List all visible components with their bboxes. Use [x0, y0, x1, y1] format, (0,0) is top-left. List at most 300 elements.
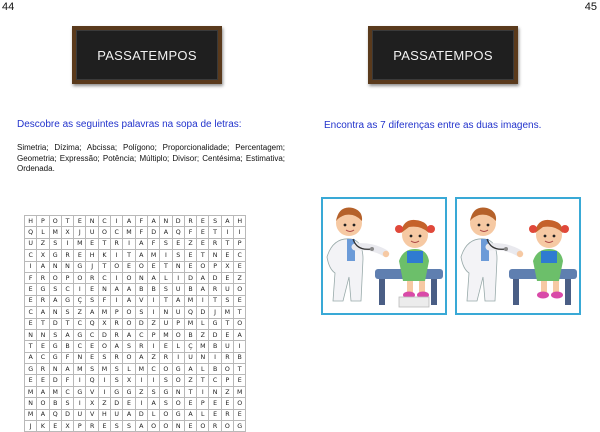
- grid-cell: F: [147, 238, 159, 249]
- grid-cell: U: [25, 238, 37, 249]
- grid-cell: O: [221, 421, 233, 432]
- grid-cell: O: [234, 284, 246, 295]
- grid-cell: D: [49, 318, 61, 329]
- grid-cell: G: [74, 386, 86, 397]
- grid-cell: A: [111, 284, 123, 295]
- grid-cell: Z: [147, 352, 159, 363]
- grid-cell: O: [123, 318, 135, 329]
- grid-cell: E: [184, 421, 196, 432]
- grid-cell: D: [98, 329, 110, 340]
- grid-cell: M: [197, 341, 209, 352]
- grid-cell: R: [221, 352, 233, 363]
- grid-cell: N: [61, 261, 73, 272]
- word-search-instruction: Descobre as seguintes palavras na sopa de letras:: [17, 119, 242, 130]
- grid-cell: E: [184, 398, 196, 409]
- grid-cell: I: [111, 295, 123, 306]
- grid-cell: I: [209, 352, 221, 363]
- grid-cell: I: [160, 250, 172, 261]
- grid-cell: Q: [172, 227, 184, 238]
- grid-cell: G: [25, 364, 37, 375]
- grid-cell: A: [123, 409, 135, 420]
- grid-cell: S: [123, 341, 135, 352]
- grid-row: [25, 272, 246, 283]
- grid-cell: L: [147, 409, 159, 420]
- grid-cell: X: [61, 227, 73, 238]
- grid-cell: N: [98, 284, 110, 295]
- grid-cell: E: [25, 284, 37, 295]
- grid-cell: I: [98, 375, 110, 386]
- grid-cell: N: [49, 307, 61, 318]
- grid-cell: S: [172, 250, 184, 261]
- grid-cell: I: [98, 386, 110, 397]
- grid-cell: E: [25, 318, 37, 329]
- grid-cell: N: [25, 329, 37, 340]
- grid-cell: A: [86, 307, 98, 318]
- grid-cell: Q: [86, 318, 98, 329]
- grid-cell: I: [135, 375, 147, 386]
- grid-cell: Z: [98, 398, 110, 409]
- grid-cell: O: [197, 421, 209, 432]
- grid-cell: I: [147, 341, 159, 352]
- grid-row: [25, 250, 246, 261]
- grid-cell: F: [25, 272, 37, 283]
- grid-cell: L: [160, 272, 172, 283]
- grid-cell: R: [37, 364, 49, 375]
- grid-row: [25, 227, 246, 238]
- grid-cell: U: [221, 341, 233, 352]
- grid-row: [25, 364, 246, 375]
- grid-cell: R: [221, 409, 233, 420]
- grid-cell: L: [123, 364, 135, 375]
- grid-cell: J: [86, 261, 98, 272]
- grid-cell: T: [197, 375, 209, 386]
- grid-cell: G: [49, 250, 61, 261]
- grid-cell: G: [123, 386, 135, 397]
- grid-cell: X: [37, 250, 49, 261]
- grid-cell: I: [197, 386, 209, 397]
- grid-cell: Z: [184, 375, 196, 386]
- grid-cell: T: [123, 250, 135, 261]
- grid-cell: A: [61, 364, 73, 375]
- grid-cell: C: [209, 375, 221, 386]
- grid-cell: H: [25, 216, 37, 227]
- grid-cell: M: [98, 307, 110, 318]
- grid-cell: D: [172, 216, 184, 227]
- grid-cell: A: [147, 398, 159, 409]
- grid-cell: P: [37, 216, 49, 227]
- chalkboard-title-left: [72, 26, 222, 84]
- grid-cell: S: [86, 295, 98, 306]
- grid-cell: I: [25, 261, 37, 272]
- grid-cell: Z: [74, 307, 86, 318]
- grid-cell: I: [234, 227, 246, 238]
- grid-row: [25, 398, 246, 409]
- grid-cell: S: [49, 284, 61, 295]
- grid-row: [25, 261, 246, 272]
- grid-cell: X: [123, 375, 135, 386]
- grid-cell: T: [160, 261, 172, 272]
- grid-cell: E: [123, 398, 135, 409]
- grid-cell: R: [86, 272, 98, 283]
- grid-cell: E: [234, 409, 246, 420]
- grid-cell: Q: [86, 375, 98, 386]
- grid-cell: T: [234, 307, 246, 318]
- grid-cell: F: [135, 216, 147, 227]
- grid-row: [25, 341, 246, 352]
- grid-cell: E: [37, 341, 49, 352]
- grid-cell: G: [74, 261, 86, 272]
- grid-cell: E: [184, 261, 196, 272]
- grid-cell: T: [61, 216, 73, 227]
- grid-cell: O: [160, 421, 172, 432]
- grid-cell: L: [172, 341, 184, 352]
- grid-cell: C: [25, 250, 37, 261]
- grid-cell: B: [209, 364, 221, 375]
- grid-cell: C: [25, 307, 37, 318]
- grid-cell: E: [123, 261, 135, 272]
- grid-cell: O: [49, 216, 61, 227]
- grid-cell: S: [160, 375, 172, 386]
- grid-cell: S: [160, 284, 172, 295]
- doctor-scene-picture-left: [321, 197, 447, 315]
- grid-cell: E: [37, 375, 49, 386]
- grid-row: [25, 307, 246, 318]
- grid-cell: T: [209, 295, 221, 306]
- grid-cell: J: [25, 421, 37, 432]
- grid-cell: N: [74, 352, 86, 363]
- grid-cell: O: [160, 364, 172, 375]
- grid-cell: E: [221, 250, 233, 261]
- grid-cell: B: [49, 398, 61, 409]
- grid-cell: U: [160, 318, 172, 329]
- grid-cell: D: [61, 409, 73, 420]
- grid-cell: R: [111, 329, 123, 340]
- grid-row: [25, 238, 246, 249]
- grid-cell: R: [61, 250, 73, 261]
- grid-cell: R: [209, 421, 221, 432]
- grid-cell: B: [61, 341, 73, 352]
- grid-row: [25, 295, 246, 306]
- grid-cell: T: [37, 318, 49, 329]
- grid-cell: C: [86, 329, 98, 340]
- grid-cell: M: [49, 227, 61, 238]
- grid-cell: D: [147, 227, 159, 238]
- grid-cell: C: [37, 352, 49, 363]
- grid-cell: G: [61, 295, 73, 306]
- grid-cell: C: [98, 272, 110, 283]
- grid-cell: C: [74, 341, 86, 352]
- grid-cell: M: [74, 364, 86, 375]
- grid-cell: O: [147, 421, 159, 432]
- grid-cell: R: [111, 238, 123, 249]
- grid-cell: H: [86, 250, 98, 261]
- grid-cell: P: [74, 421, 86, 432]
- grid-cell: T: [234, 364, 246, 375]
- grid-cell: O: [172, 329, 184, 340]
- grid-cell: E: [184, 250, 196, 261]
- grid-cell: F: [61, 375, 73, 386]
- grid-row: [25, 386, 246, 397]
- grid-cell: A: [184, 409, 196, 420]
- grid-cell: T: [221, 318, 233, 329]
- grid-cell: D: [209, 272, 221, 283]
- grid-cell: S: [49, 238, 61, 249]
- grid-cell: E: [98, 421, 110, 432]
- grid-cell: M: [25, 386, 37, 397]
- grid-cell: H: [234, 216, 246, 227]
- grid-cell: I: [172, 272, 184, 283]
- grid-cell: A: [61, 329, 73, 340]
- grid-cell: O: [221, 364, 233, 375]
- grid-cell: S: [61, 307, 73, 318]
- grid-cell: E: [234, 375, 246, 386]
- grid-cell: X: [221, 261, 233, 272]
- grid-cell: L: [197, 409, 209, 420]
- grid-cell: O: [172, 398, 184, 409]
- grid-cell: T: [160, 295, 172, 306]
- grid-cell: I: [147, 307, 159, 318]
- grid-cell: E: [172, 238, 184, 249]
- grid-cell: U: [172, 284, 184, 295]
- grid-cell: S: [160, 398, 172, 409]
- grid-cell: R: [37, 272, 49, 283]
- grid-cell: S: [49, 329, 61, 340]
- page-number-right: 45: [584, 1, 597, 13]
- grid-row: [25, 352, 246, 363]
- grid-cell: A: [49, 295, 61, 306]
- grid-cell: G: [209, 318, 221, 329]
- grid-cell: D: [184, 272, 196, 283]
- grid-cell: O: [123, 272, 135, 283]
- grid-cell: M: [98, 364, 110, 375]
- grid-cell: X: [98, 318, 110, 329]
- grid-cell: V: [86, 386, 98, 397]
- grid-cell: C: [111, 227, 123, 238]
- grid-cell: Z: [221, 386, 233, 397]
- grid-cell: I: [147, 295, 159, 306]
- grid-cell: P: [197, 398, 209, 409]
- grid-cell: O: [49, 272, 61, 283]
- grid-cell: G: [37, 284, 49, 295]
- grid-cell: I: [197, 295, 209, 306]
- grid-cell: Z: [184, 238, 196, 249]
- grid-cell: O: [172, 375, 184, 386]
- grid-cell: E: [234, 261, 246, 272]
- grid-cell: N: [209, 250, 221, 261]
- grid-cell: R: [86, 421, 98, 432]
- grid-cell: A: [221, 216, 233, 227]
- grid-cell: G: [172, 364, 184, 375]
- grid-cell: T: [197, 250, 209, 261]
- grid-cell: O: [74, 272, 86, 283]
- grid-cell: Z: [147, 318, 159, 329]
- grid-cell: M: [49, 386, 61, 397]
- grid-cell: U: [184, 352, 196, 363]
- grid-cell: I: [74, 398, 86, 409]
- grid-cell: E: [197, 238, 209, 249]
- grid-cell: I: [61, 238, 73, 249]
- grid-cell: U: [111, 409, 123, 420]
- grid-cell: L: [197, 318, 209, 329]
- grid-cell: R: [37, 295, 49, 306]
- grid-cell: A: [37, 307, 49, 318]
- grid-cell: R: [111, 352, 123, 363]
- grid-cell: O: [123, 352, 135, 363]
- grid-cell: F: [98, 295, 110, 306]
- grid-cell: E: [86, 352, 98, 363]
- grid-cell: Z: [234, 272, 246, 283]
- grid-cell: A: [147, 216, 159, 227]
- grid-cell: N: [160, 307, 172, 318]
- word-search-grid: [24, 215, 246, 432]
- grid-cell: O: [98, 227, 110, 238]
- grid-cell: Z: [37, 238, 49, 249]
- grid-cell: C: [98, 216, 110, 227]
- grid-cell: N: [172, 421, 184, 432]
- grid-cell: M: [74, 238, 86, 249]
- grid-cell: A: [135, 238, 147, 249]
- grid-cell: A: [197, 272, 209, 283]
- grid-cell: G: [49, 352, 61, 363]
- grid-cell: O: [234, 398, 246, 409]
- grid-cell: F: [135, 227, 147, 238]
- grid-cell: R: [160, 352, 172, 363]
- grid-cell: T: [221, 238, 233, 249]
- grid-cell: I: [111, 272, 123, 283]
- grid-cell: C: [135, 329, 147, 340]
- grid-cell: R: [184, 216, 196, 227]
- grid-cell: I: [221, 227, 233, 238]
- grid-cell: M: [221, 307, 233, 318]
- grid-cell: D: [49, 375, 61, 386]
- grid-cell: U: [86, 227, 98, 238]
- grid-cell: E: [221, 329, 233, 340]
- grid-cell: I: [111, 250, 123, 261]
- grid-cell: O: [37, 398, 49, 409]
- grid-cell: G: [49, 341, 61, 352]
- grid-row: [25, 216, 246, 227]
- grid-cell: Q: [49, 409, 61, 420]
- grid-cell: S: [147, 386, 159, 397]
- doctor-child-illustration: [457, 199, 579, 313]
- grid-cell: S: [221, 295, 233, 306]
- grid-cell: U: [221, 284, 233, 295]
- grid-cell: R: [209, 238, 221, 249]
- grid-cell: E: [25, 295, 37, 306]
- grid-cell: O: [234, 318, 246, 329]
- grid-cell: O: [197, 261, 209, 272]
- grid-cell: K: [98, 250, 110, 261]
- grid-cell: X: [86, 398, 98, 409]
- grid-cell: B: [135, 284, 147, 295]
- grid-cell: P: [147, 329, 159, 340]
- grid-cell: E: [197, 227, 209, 238]
- grid-cell: A: [37, 386, 49, 397]
- grid-cell: A: [25, 352, 37, 363]
- grid-cell: N: [49, 261, 61, 272]
- grid-cell: X: [61, 421, 73, 432]
- grid-cell: S: [123, 421, 135, 432]
- grid-cell: N: [172, 386, 184, 397]
- grid-cell: E: [74, 216, 86, 227]
- grid-cell: S: [111, 375, 123, 386]
- grid-cell: S: [135, 307, 147, 318]
- grid-cell: A: [135, 421, 147, 432]
- grid-cell: V: [135, 295, 147, 306]
- grid-cell: M: [25, 409, 37, 420]
- grid-cell: R: [209, 284, 221, 295]
- grid-cell: E: [221, 398, 233, 409]
- grid-cell: G: [74, 329, 86, 340]
- grid-cell: O: [160, 409, 172, 420]
- grid-cell: A: [123, 295, 135, 306]
- grid-cell: A: [197, 284, 209, 295]
- grid-cell: P: [221, 375, 233, 386]
- grid-cell: H: [98, 409, 110, 420]
- grid-cell: A: [147, 272, 159, 283]
- grid-cell: E: [86, 238, 98, 249]
- grid-cell: A: [123, 329, 135, 340]
- grid-cell: N: [135, 272, 147, 283]
- grid-cell: I: [111, 216, 123, 227]
- grid-cell: A: [37, 261, 49, 272]
- grid-cell: E: [74, 250, 86, 261]
- grid-cell: B: [184, 329, 196, 340]
- grid-cell: C: [74, 318, 86, 329]
- grid-cell: Q: [184, 307, 196, 318]
- board-title-text: PASSATEMPOS: [393, 47, 493, 63]
- grid-cell: L: [37, 227, 49, 238]
- grid-cell: T: [184, 386, 196, 397]
- grid-cell: T: [25, 341, 37, 352]
- grid-cell: U: [172, 307, 184, 318]
- grid-cell: M: [234, 386, 246, 397]
- grid-row: [25, 409, 246, 420]
- grid-cell: N: [86, 216, 98, 227]
- grid-cell: R: [135, 341, 147, 352]
- grid-cell: P: [61, 272, 73, 283]
- grid-cell: A: [135, 250, 147, 261]
- grid-cell: L: [197, 364, 209, 375]
- grid-cell: B: [234, 352, 246, 363]
- grid-cell: I: [74, 284, 86, 295]
- grid-cell: E: [49, 421, 61, 432]
- grid-cell: S: [61, 398, 73, 409]
- grid-cell: N: [37, 329, 49, 340]
- grid-cell: I: [172, 352, 184, 363]
- grid-cell: C: [147, 364, 159, 375]
- grid-cell: S: [160, 238, 172, 249]
- grid-cell: S: [86, 364, 98, 375]
- grid-cell: N: [160, 216, 172, 227]
- grid-cell: P: [234, 238, 246, 249]
- grid-cell: A: [135, 352, 147, 363]
- grid-cell: A: [37, 409, 49, 420]
- grid-cell: T: [61, 318, 73, 329]
- grid-cell: T: [209, 227, 221, 238]
- grid-cell: A: [160, 227, 172, 238]
- grid-cell: C: [61, 284, 73, 295]
- grid-row: [25, 375, 246, 386]
- grid-cell: E: [147, 261, 159, 272]
- grid-cell: N: [172, 261, 184, 272]
- grid-cell: N: [197, 352, 209, 363]
- grid-cell: C: [61, 386, 73, 397]
- grid-cell: S: [209, 216, 221, 227]
- chalkboard-title-right: [368, 26, 518, 84]
- grid-cell: T: [98, 238, 110, 249]
- grid-cell: Ç: [74, 295, 86, 306]
